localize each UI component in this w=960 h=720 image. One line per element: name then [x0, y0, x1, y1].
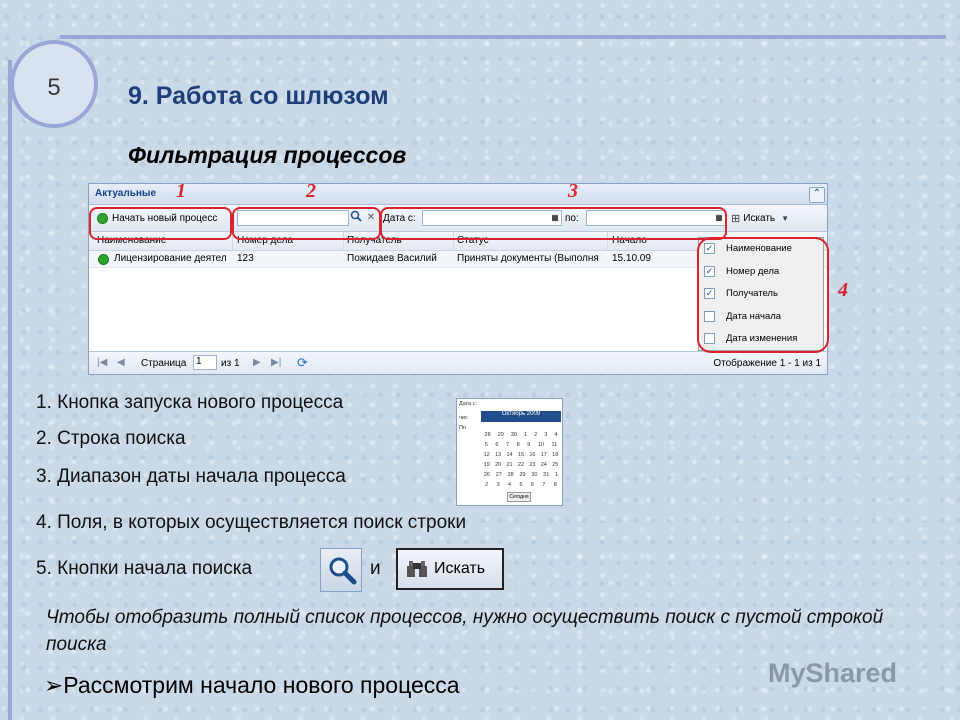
calendar-week: 12 13 14 15 16 17 18 [483, 452, 559, 458]
checkbox-checked-icon[interactable]: ✓ [705, 265, 714, 276]
list-item-2: 2. Строка поиска [36, 428, 186, 449]
binoculars-icon: ⊞ [731, 212, 741, 225]
first-page-icon[interactable]: |◀ [97, 357, 108, 368]
note-text: Чтобы отобразить полный список процессов, нужно осуществить поиск с пустой строкой поиска [46, 607, 884, 655]
slide-subtitle: Фильтрация процессов [128, 142, 407, 168]
menu-item-label: Получатель [726, 288, 778, 299]
slide-title: 9. Работа со шлюзом [128, 82, 389, 110]
calendar-week: 2 3 4 5 6 7 8 [485, 482, 557, 488]
dropdown-arrow-icon[interactable]: ▼ [781, 213, 790, 223]
panel-header [89, 184, 827, 205]
collapse-icon[interactable]: ⌃ [809, 187, 825, 203]
and-text: и [370, 558, 381, 579]
list-item-5: 5. Кнопки начала поиска [36, 558, 253, 579]
calendar-today-button: Сегодня [507, 492, 531, 502]
date-from-label: Дата с: [383, 213, 416, 224]
cell-start-date: 15.10.09 [612, 253, 651, 264]
column-header[interactable]: Получатель [347, 235, 402, 246]
menu-item-label: Дата изменения [726, 333, 798, 344]
cell-status: Приняты документы (Выполня [457, 253, 599, 264]
menu-item-label: Дата начала [726, 310, 782, 322]
prev-page-icon[interactable]: ◀ [117, 357, 125, 368]
menu-item-label: Наименование [726, 243, 792, 254]
calendar-icon[interactable]: ▦ [715, 213, 723, 222]
column-header[interactable]: Наименование [97, 235, 167, 246]
search-icon-button-image [320, 548, 362, 592]
calendar-week: 28 29 30 1 2 3 4 [484, 432, 558, 438]
cell-case-number: 123 [237, 253, 254, 264]
clear-icon[interactable]: ✕ [366, 212, 376, 223]
cell-recipient: Пожидаев Василий [347, 253, 437, 264]
status-icon [98, 254, 109, 265]
column-header[interactable]: Статус [457, 235, 489, 246]
search-button-image [396, 548, 504, 590]
paging-summary: Отображение 1 - 1 из 1 [713, 358, 821, 369]
annotation-box-2 [232, 207, 381, 240]
last-page-icon[interactable]: ▶| [271, 357, 282, 368]
checkbox-checked-icon[interactable]: ✓ [705, 243, 714, 253]
page-input[interactable]: 1 [193, 355, 217, 370]
menu-item-label: Номер дела [726, 265, 780, 277]
search-button-label: Искать [743, 212, 776, 224]
calendar-date-label: Дата с: [459, 401, 477, 407]
checkbox-checked-icon[interactable]: ✓ [705, 288, 714, 298]
calendar-side-label: Пн [459, 425, 466, 431]
next-step-bullet: ➢Рассмотрим начало нового процесса [44, 672, 460, 698]
page-count: из 1 [221, 358, 240, 369]
annotation-number-3: 3 [568, 180, 578, 202]
next-page-icon[interactable]: ▶ [253, 357, 261, 368]
calendar-week: 26 27 28 29 30 31 1 [483, 472, 559, 478]
list-item-1: 1. Кнопка запуска нового процесса [36, 392, 344, 413]
list-item-3: 3. Диапазон даты начала процесса [36, 466, 346, 487]
calendar-week: 19 20 21 22 23 24 25 [483, 462, 559, 468]
column-header[interactable]: Начало [612, 235, 647, 246]
search-button[interactable] [731, 209, 789, 227]
frame-left-line [8, 60, 12, 720]
annotation-box-1 [89, 207, 232, 240]
calendar-icon[interactable]: ▦ [551, 213, 559, 222]
calendar-popup-image [456, 398, 563, 506]
calendar-side-label: чис [459, 415, 468, 421]
pager [89, 351, 827, 374]
column-header[interactable]: Номер дела [237, 235, 294, 246]
slide-number: 5 [47, 74, 61, 101]
calendar-month-header [481, 411, 561, 422]
frame-top-line [60, 35, 946, 39]
annotation-number-1: 1 [176, 180, 186, 202]
calendar-week: 5 6 7 8 9 10 11 [484, 442, 558, 448]
date-to-label: по: [565, 213, 579, 224]
cell-name: Лицензирование деятел [114, 253, 227, 264]
slide-number-badge [10, 40, 98, 128]
search-button-image-label: Искать [434, 560, 486, 577]
new-process-label: Начать новый процесс [112, 212, 218, 224]
panel-title: Актуальные [95, 188, 157, 199]
search-icon [327, 555, 357, 585]
calendar-month: Октябрь 2009 [501, 411, 541, 417]
annotation-number-4: 4 [838, 279, 848, 301]
annotation-box-3 [380, 207, 727, 240]
annotation-number-2: 2 [306, 180, 316, 202]
annotation-box-4 [697, 237, 829, 353]
list-item-4: 4. Поля, в которых осуществляется поиск строки [36, 512, 467, 533]
refresh-icon[interactable]: ⟳ [297, 355, 308, 370]
binoculars-icon [406, 560, 428, 578]
page-label: Страница [141, 358, 187, 369]
watermark-logo: MyShared [768, 658, 898, 688]
